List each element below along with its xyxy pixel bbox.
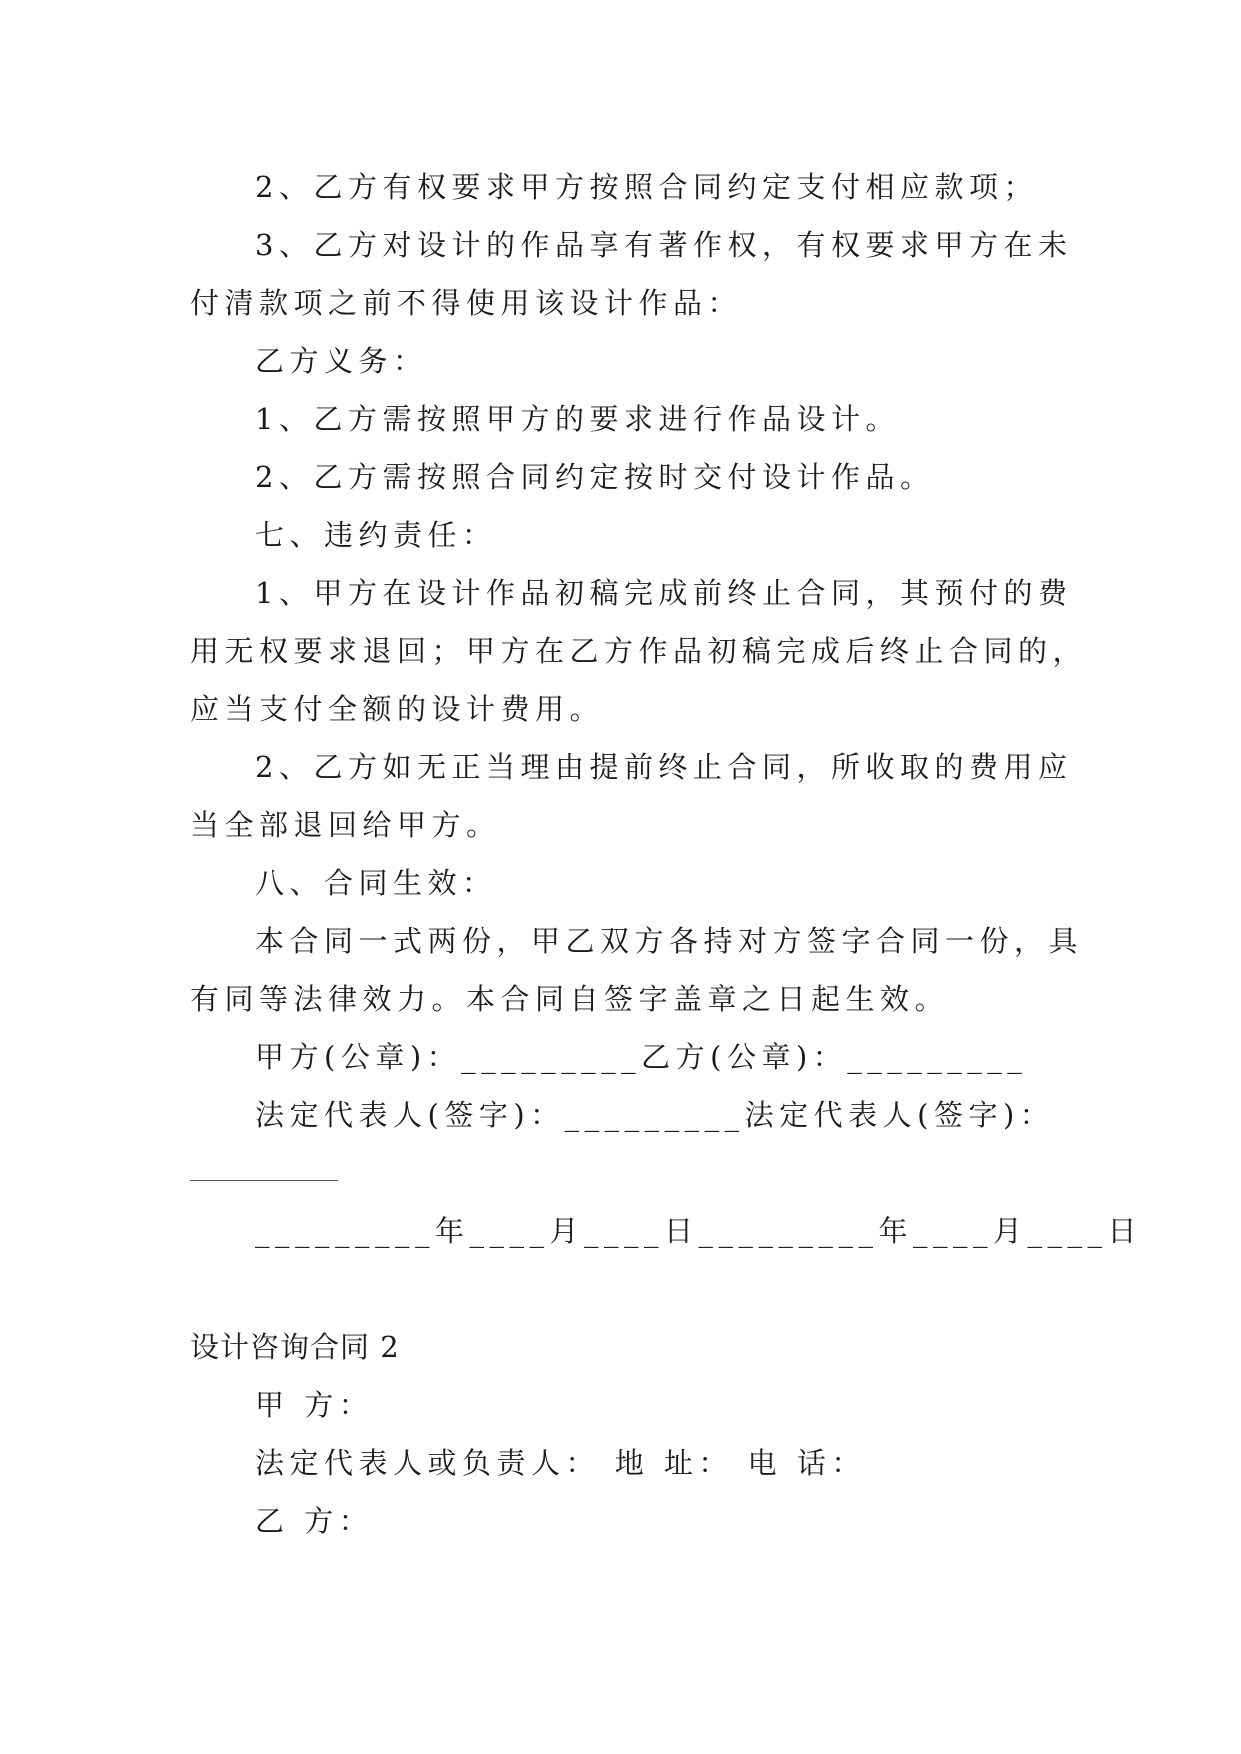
text-line: 付清款项之前不得使用该设计作品：	[190, 286, 743, 320]
text-line: 用无权要求退回；甲方在乙方作品初稿完成后终止合同的，	[190, 634, 1088, 668]
text-line: 2、乙方如无正当理由提前终止合同，所收取的费用应	[255, 750, 1073, 784]
signature-line: 甲方(公章)：_________乙方(公章)：_________	[255, 1040, 1028, 1074]
document-title: 设计咨询合同 2	[190, 1330, 400, 1364]
text-line: 乙方义务：	[255, 344, 428, 378]
signature-line: 法定代表人(签字)：_________法定代表人(签字)：	[255, 1098, 1055, 1132]
text-line: 1、甲方在设计作品初稿完成前终止合同，其预付的费	[255, 576, 1073, 610]
text-line: 本合同一式两份，甲乙双方各持对方签字合同一份，具	[255, 924, 1084, 958]
text-line: 当全部退回给甲方。	[190, 808, 501, 842]
date-line: _________年____月____日_________年____月____日	[255, 1214, 1143, 1248]
party-a-label: 甲 方：	[255, 1388, 374, 1422]
party-b-label: 乙 方：	[255, 1504, 374, 1538]
section-heading: 七、违约责任：	[255, 518, 497, 552]
text-line: 2、乙方有权要求甲方按照合同约定支付相应款项；	[255, 170, 1038, 204]
section-heading: 八、合同生效：	[255, 866, 497, 900]
signature-blank	[190, 1180, 338, 1181]
text-line: 应当支付全额的设计费用。	[190, 692, 605, 726]
text-line: 3、乙方对设计的作品享有著作权，有权要求甲方在未	[255, 228, 1073, 262]
text-line: 1、乙方需按照甲方的要求进行作品设计。	[255, 402, 900, 436]
party-a-details: 法定代表人或负责人： 地 址： 电 话：	[255, 1446, 866, 1480]
text-line: 2、乙方需按照合同约定按时交付设计作品。	[255, 460, 935, 494]
text-line: 有同等法律效力。本合同自签字盖章之日起生效。	[190, 982, 950, 1016]
